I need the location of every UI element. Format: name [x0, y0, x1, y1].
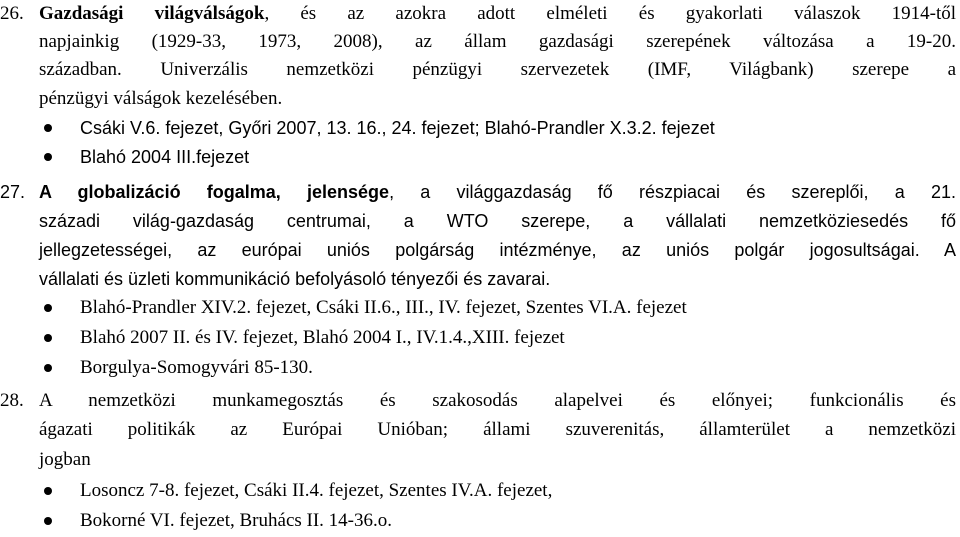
item-26-title: Gazdasági világválságok	[39, 3, 265, 24]
item-26-text-3: században. Univerzális nemzetközi pénzügyi szervezetek (IMF, Világbank) szerepe a	[39, 59, 956, 80]
item-28-bullet-1-text: Losoncz 7-8. fejezet, Csáki II.4. fejezet, Szentes IV.A. fejezet,	[80, 480, 553, 501]
item-27-title: A globalizáció fogalma, jelensége	[39, 182, 390, 202]
item-27-line-3	[0, 234, 960, 266]
item-27-line-1	[0, 176, 960, 208]
item-27-line-2	[0, 205, 960, 237]
item-26-text-2: napjainkig (1929-33, 1973, 2008), az állam gazdasági szerepének változása a 19-20.	[39, 31, 956, 52]
item-27-heading-rest: , a világgazdaság fő részpiacai és szereplői, a 21.	[389, 182, 956, 202]
bullet-icon	[44, 364, 52, 372]
item-26-bullet-1-text: Csáki V.6. fejezet, Győri 2007, 13. 16., 24. fejezet; Blahó-Prandler X.3.2. fejezet	[80, 118, 715, 138]
item-27-bullet-2-text: Blahó 2007 II. és IV. fejezet, Blahó 2004 I., IV.1.4.,XIII. fejezet	[80, 327, 565, 348]
item-28-text-2: ágazati politikák az Európai Unióban; állami szuverenitás, államterület a nemzetközi	[39, 419, 956, 440]
item-28-bullet-2	[0, 505, 960, 537]
item-27-text-4: vállalati és üzleti kommunikáció befolyásoló tényezői és zavarai.	[39, 269, 551, 289]
item-28-text-3: jogban	[39, 449, 91, 470]
bullet-icon	[44, 517, 52, 525]
item-28-line-2	[0, 414, 960, 446]
bullet-icon	[44, 304, 52, 312]
bullet-icon	[44, 487, 52, 495]
item-26-number: 26.	[0, 3, 24, 24]
item-26-line-3	[0, 54, 960, 86]
item-27-text-2: századi világ-gazdaság centrumai, a WTO szerepe, a vállalati nemzetköziesedés fő	[39, 211, 956, 231]
item-27-bullet-3	[0, 352, 960, 384]
item-27-number: 27.	[0, 182, 26, 202]
item-28-line-3	[0, 444, 960, 476]
bullet-icon	[44, 334, 52, 342]
item-26-line-4	[0, 83, 960, 115]
item-26-text-4: pénzügyi válságok kezelésében.	[39, 88, 283, 109]
bullet-icon	[44, 153, 52, 161]
bullet-icon	[44, 124, 52, 132]
item-27-bullet-1	[0, 292, 960, 324]
item-26-bullet-2-text: Blahó 2004 III.fejezet	[80, 147, 250, 167]
item-28-line-1	[0, 385, 960, 417]
item-26-bullet-1	[0, 112, 960, 144]
item-27-bullet-3-text: Borgulya-Somogyvári 85-130.	[80, 357, 313, 378]
item-26-bullet-2	[0, 141, 960, 173]
item-28-number: 28.	[0, 390, 24, 411]
item-27-bullet-2	[0, 322, 960, 354]
item-27-heading	[39, 176, 956, 208]
item-27-line-4	[0, 263, 960, 295]
item-27-bullet-1-text: Blahó-Prandler XIV.2. fejezet, Csáki II.6., III., IV. fejezet, Szentes VI.A. fejezet	[80, 297, 687, 318]
item-27-text-3: jellegzetességei, az európai uniós polgárság intézménye, az uniós polgár jogosultságai. A	[39, 240, 956, 260]
item-28-bullet-2-text: Bokorné VI. fejezet, Bruhács II. 14-36.o.	[80, 510, 392, 531]
item-28-bullet-1	[0, 475, 960, 507]
item-26-heading-rest: , és az azokra adott elméleti és gyakorlati válaszok 1914-től	[264, 3, 957, 24]
item-28-text-1: A nemzetközi munkamegosztás és szakosodás alapelvei és előnyei; funkcionális és	[39, 390, 956, 411]
